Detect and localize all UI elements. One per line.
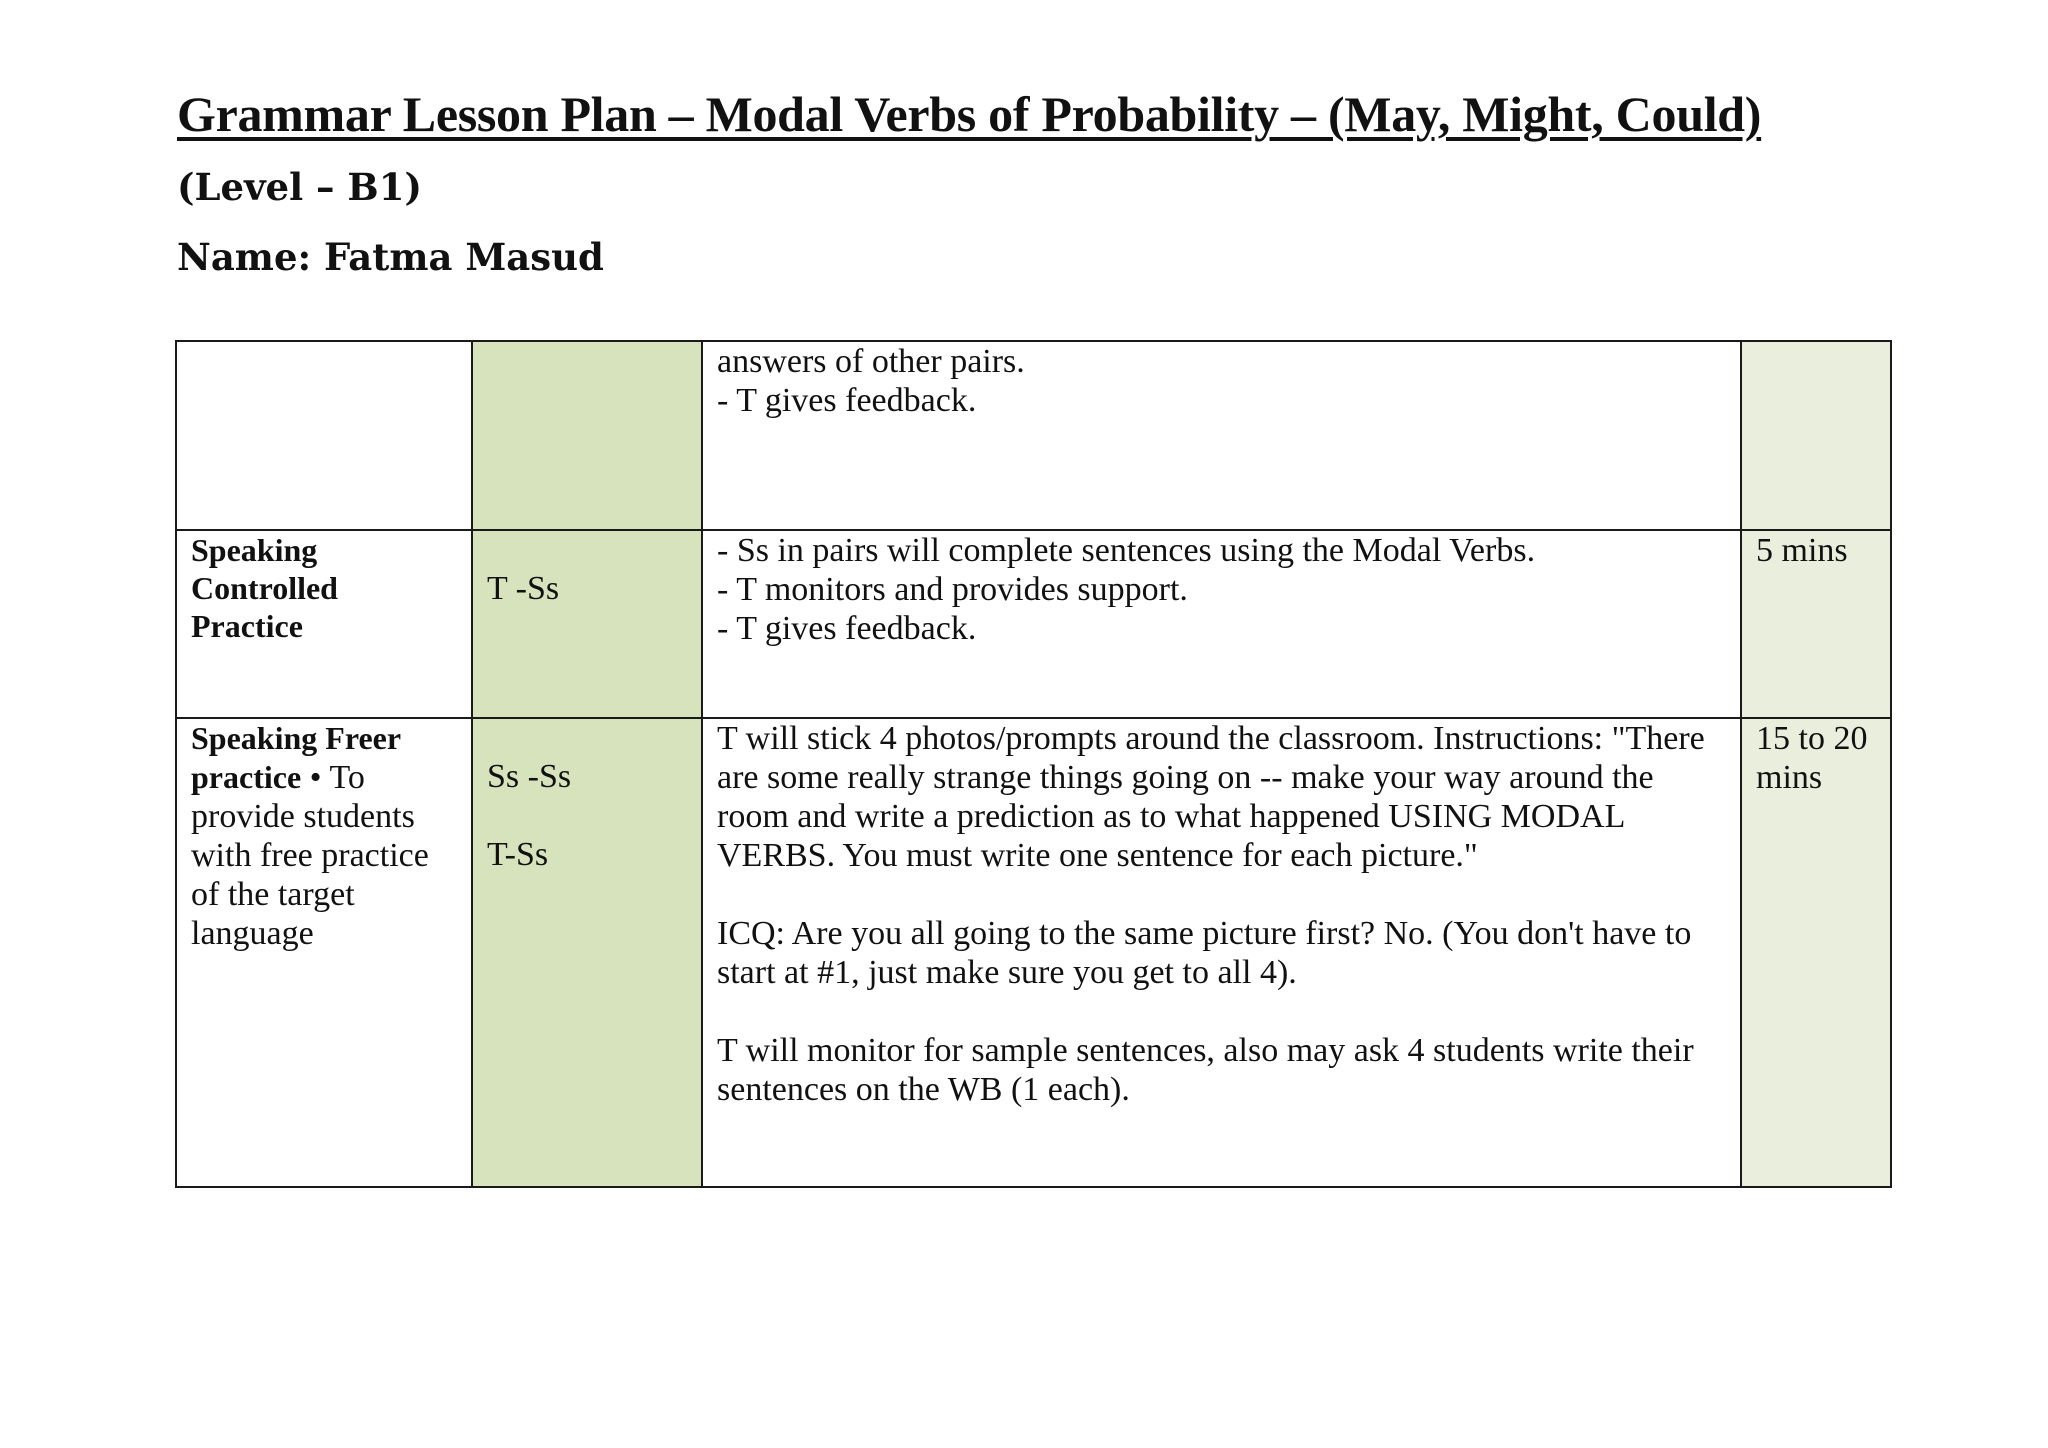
interaction-pattern: T-Ss (487, 836, 549, 873)
page-title: Grammar Lesson Plan – Modal Verbs of Probability – (May, Might, Could) (177, 86, 1762, 142)
procedure-line: - T gives feedback. (717, 382, 977, 419)
lesson-plan-table (175, 340, 1892, 1188)
level-label: (Level – B1) (177, 165, 422, 209)
procedure-cell (702, 530, 1741, 718)
stage-name-line: Speaking (191, 532, 318, 568)
timing-cell (1741, 718, 1891, 1187)
table-row (176, 718, 1891, 1187)
stage-aim: • To provide students with free practice of the target language (191, 759, 429, 952)
interaction-cell (472, 530, 702, 718)
procedure-paragraph: T will monitor for sample sentences, also may ask 4 students write their sentences on the WB (1 each). (717, 1032, 1694, 1108)
interaction-cell (472, 718, 702, 1187)
interaction-pattern: T -Ss (487, 570, 560, 607)
procedure-cell (702, 718, 1741, 1187)
interaction-cell (472, 341, 702, 530)
interaction-pattern: Ss -Ss (487, 758, 572, 795)
timing-value: 5 mins (1756, 532, 1848, 569)
procedure-line: - T gives feedback. (717, 610, 977, 647)
stage-name-line: Controlled (191, 570, 338, 606)
procedure-paragraph: T will stick 4 photos/prompts around the classroom. Instructions: "There are some really strange things going on -- make your way around the room and write a prediction as to what happened USING MODAL VERBS. You must write one sentence for each picture." (717, 720, 1705, 874)
table-row (176, 530, 1891, 718)
procedure-line: - T monitors and provides support. (717, 571, 1188, 608)
table-row (176, 341, 1891, 530)
author-name: Name: Fatma Masud (177, 235, 604, 279)
procedure-line: answers of other pairs. (717, 343, 1025, 380)
timing-cell (1741, 530, 1891, 718)
procedure-line: - Ss in pairs will complete sentences using the Modal Verbs. (717, 532, 1536, 569)
stage-cell (176, 530, 472, 718)
timing-value: 15 to 20 mins (1756, 720, 1868, 796)
procedure-cell (702, 341, 1741, 530)
stage-cell (176, 341, 472, 530)
timing-cell (1741, 341, 1891, 530)
stage-cell (176, 718, 472, 1187)
procedure-paragraph: ICQ: Are you all going to the same picture first? No. (You don't have to start at #1, just make sure you get to all 4). (717, 915, 1692, 991)
stage-name: Speaking Freer practice (191, 720, 401, 795)
stage-name-line: Practice (191, 608, 303, 644)
